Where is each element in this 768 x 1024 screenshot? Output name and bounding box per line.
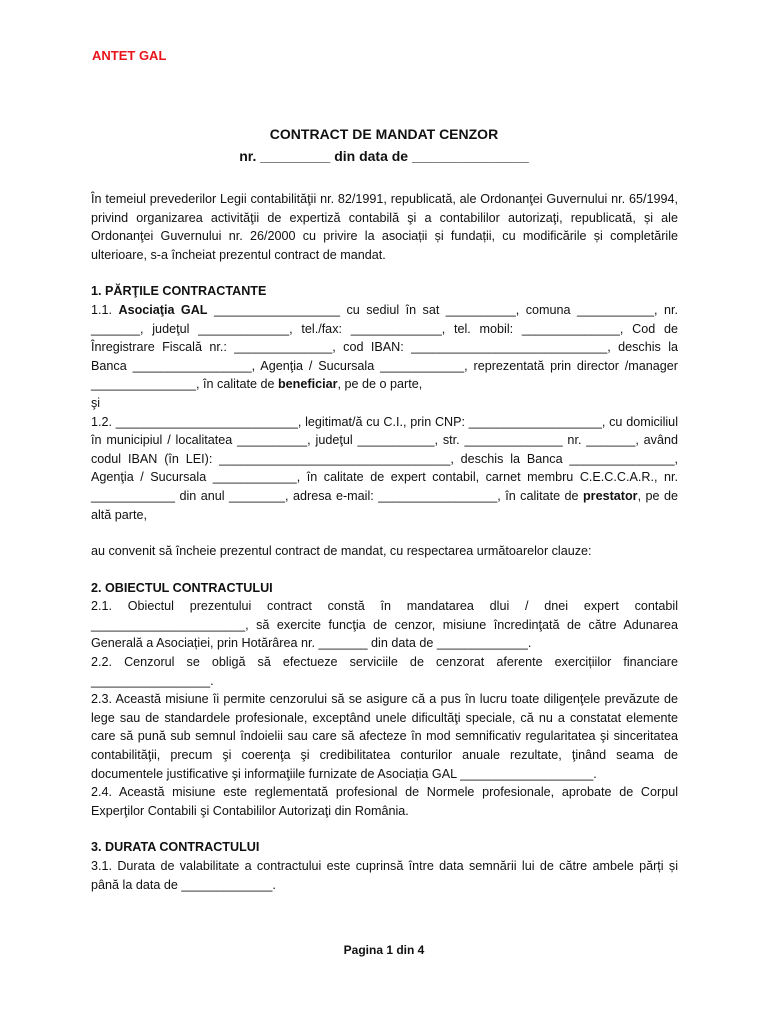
intro-paragraph: În temeiul prevederilor Legii contabilităţii nr. 82/1991, republicată, ale Ordonanţei Guvernului nr. 65/1994, privind organizarea activităţii de expertiză contabilă şi a contabililor autorizaţi, republicată, și ale Ordonanţei Guvernului nr. 26/2000 cu privire la asociații și fundații, cu modificările și completările ulterioare, s-a încheiat prezentul contract de mandat.: [91, 192, 678, 262]
contract-body: [91, 190, 678, 894]
contract-number-line: nr. _________ din data de _______________: [239, 148, 529, 164]
section-1-heading: 1. PĂRŢILE CONTRACTANTE: [91, 284, 267, 299]
contract-title: CONTRACT DE MANDAT CENZOR: [269, 126, 499, 142]
agreement-statement: au convenit să încheie prezentul contract de mandat, cu respectarea următoarelor clauze:: [91, 544, 592, 559]
page-number: Pagina 1 din 4: [343, 943, 425, 957]
clause-2-2: 2.2. Cenzorul se obligă să efectueze serviciile de cenzorat aferente exercițiilor financiare _________________.: [91, 655, 678, 688]
letterhead-placeholder: ANTET GAL: [92, 48, 167, 63]
clause-2-3: 2.3. Această misiune îi permite cenzorului să se asigure că a pus în lucru toate diligenţele prevăzute de lege sau de standardele profesionale, exceptând unele dificultăţi speciale, că nu a constatat elemente care să pună sub semnul îndoielii sau care să afecteze în mod semnificativ regularitatea şi sinceritatea contabilităţii, precum şi coerenţa şi credibilitatea conturilor anuale rezultate, ţinând seama de documentele justificative şi informaţiile furnizate de Asociația GAL ___________________.: [91, 692, 678, 781]
section-2-heading: 2. OBIECTUL CONTRACTULUI: [91, 580, 273, 595]
clause-1-1: 1.1. Asociaţia GAL __________________ cu sediul în sat __________, comuna ___________, nr. _______, judeţul _____________, tel./fax: _____________, tel. mobil: ______________, Cod de Înregistrare Fiscală nr.: ______________, cod IBAN: ____________________________, deschis la Banca _________________, Agenţia / Sucursala ____________, reprezentată prin director /manager _______________, în calitate de beneficiar, pe de o parte,: [91, 302, 678, 392]
and-conjunction: şi: [91, 395, 101, 410]
role-prestator: prestator: [582, 488, 638, 503]
section-3-heading: 3. DURATA CONTRACTULUI: [91, 840, 260, 855]
clause-2-4: 2.4. Această misiune este reglementată profesional de Normele profesionale, aprobate de Corpul Experţilor Contabili şi Contabililor Autorizaţi din România.: [91, 785, 678, 818]
clause-1-2: 1.2. __________________________, legitimat/ă cu C.I., prin CNP: ___________________, cu domiciliul în municipiul / localitatea __________, judeţul ___________, str. ______________ nr. _______, având codul IBAN (în LEI): _________________________________, deschis la Banca _______________, Agenţia / Sucursala ____________, în calitate de expert contabil, carnet membru C.E.C.C.A.R., nr. ____________ din anul ________, adresa e-mail: _________________, în calitate de prestator, pe de altă parte,: [91, 414, 678, 522]
role-beneficiar: beneficiar: [277, 377, 338, 392]
clause-3-1: 3.1. Durata de valabilitate a contractului este cuprinsă între data semnării lui de către ambele părți și până la data de _____________.: [91, 859, 678, 892]
clause-2-1: 2.1. Obiectul prezentului contract constă în mandatarea dlui / dnei expert contabil ______________________, să exercite funcţia de cenzor, misiune încredinţată de către Adunarea Generală a Asociației, prin Hotărârea nr. _______ din data de _____________.: [91, 599, 678, 651]
party-name: Asociaţia GAL: [118, 302, 208, 317]
